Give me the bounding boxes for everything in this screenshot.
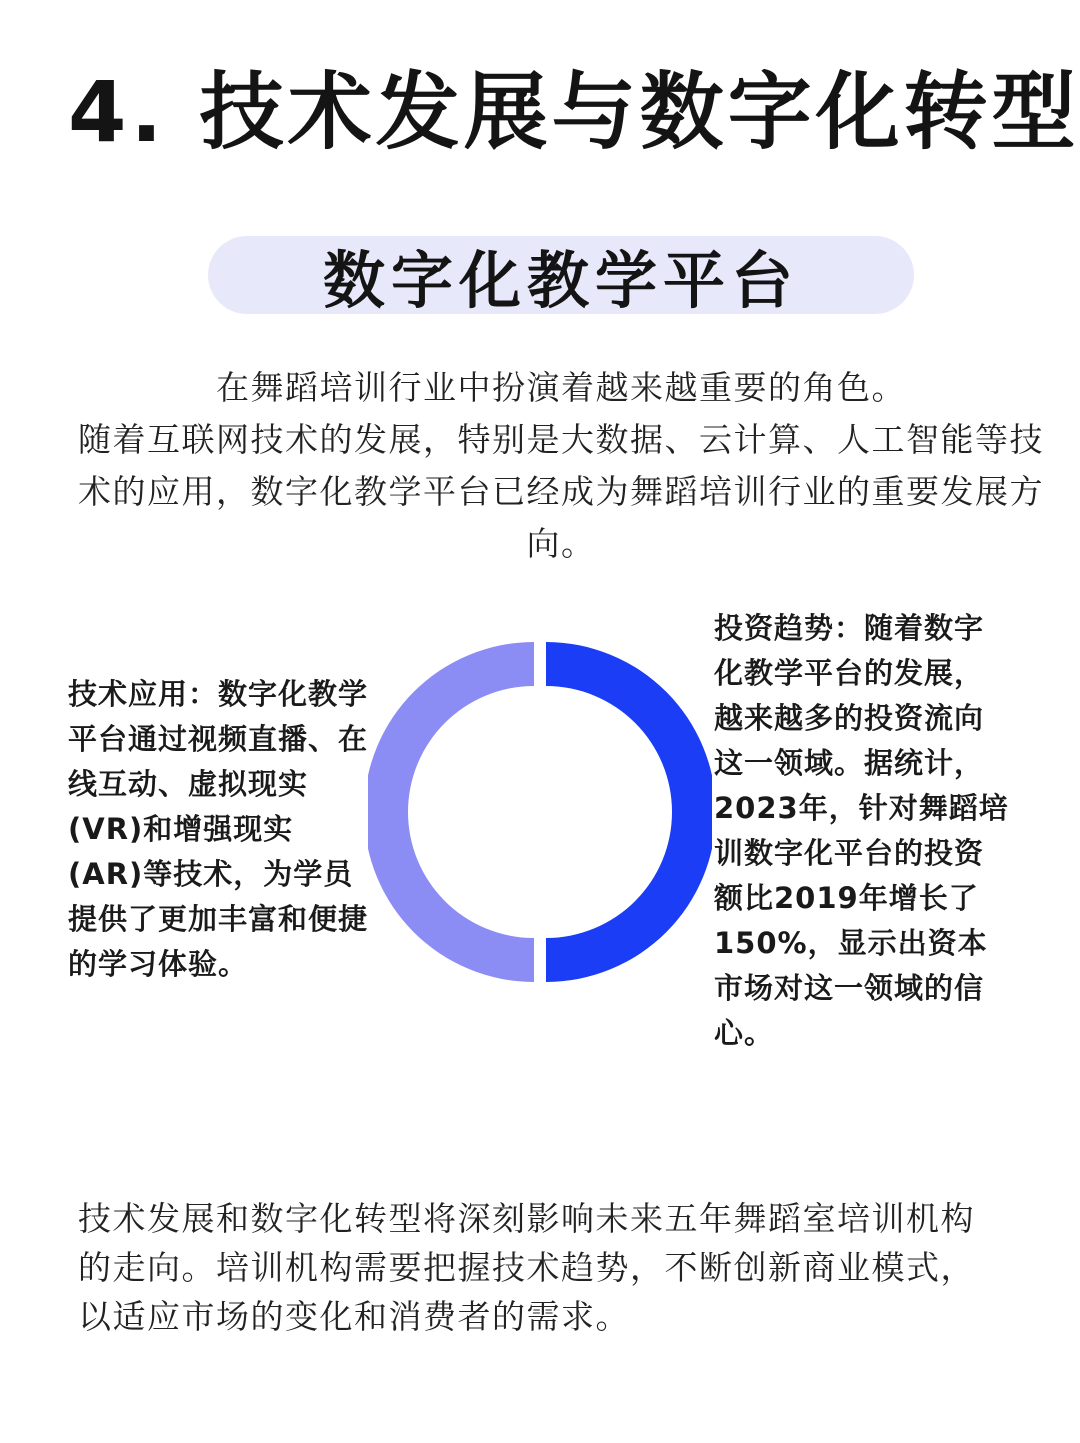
page-title: 4. 技术发展与数字化转型: [68, 63, 1080, 161]
intro-line-2: 随着互联网技术的发展，特别是大数据、云计算、人工智能等技术的应用，数字化教学平台已经成为舞蹈培训行业的重要发展方向。: [78, 420, 1044, 563]
intro-paragraph: [66, 362, 1056, 570]
donut-left-half: [368, 642, 534, 982]
donut-graphic: [368, 638, 712, 986]
technology-application-note: 技术应用：数字化教学平台通过视频直播、在线互动、虚拟现实(VR)和增强现实(AR)等技术，为学员提供了更加丰富和便捷的学习体验。: [68, 677, 369, 981]
donut-right-half: [546, 642, 712, 982]
investment-trend-note: 投资趋势：随着数字化教学平台的发展，越来越多的投资流向这一领域。据统计，2023年，针对舞蹈培训数字化平台的投资额比2019年增长了150%，显示出资本市场对这一领域的信心。: [714, 611, 1009, 1050]
intro-line-1: 在舞蹈培训行业中扮演着越来越重要的角色。: [216, 368, 906, 407]
closing-paragraph: 技术发展和数字化转型将深刻影响未来五年舞蹈室培训机构的走向。培训机构需要把握技术趋势，不断创新商业模式，以适应市场的变化和消费者的需求。: [78, 1199, 975, 1336]
section-heading-pill: [208, 236, 914, 317]
section-heading: 数字化教学平台: [322, 243, 799, 317]
